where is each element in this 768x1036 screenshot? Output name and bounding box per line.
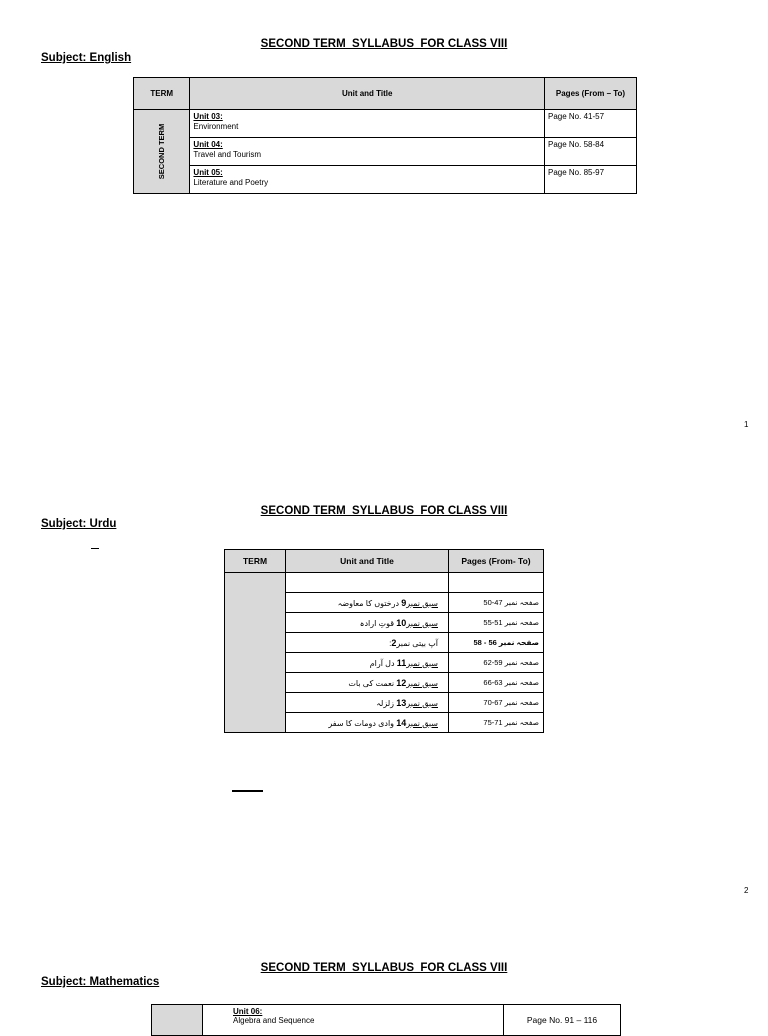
lesson-title: دل آرام <box>369 658 395 668</box>
lesson-number: 12 <box>396 677 407 688</box>
term-header: TERM <box>225 550 286 573</box>
lesson-label: سبق نمبر <box>406 618 438 628</box>
math-syllabus-table <box>151 1004 621 1036</box>
unit-cell: آپ بیتی نمبر2: <box>286 633 449 653</box>
lesson-title: نعمت کی بات <box>348 678 395 688</box>
urdu-syllabus-table <box>224 549 544 733</box>
table-row <box>225 573 544 593</box>
table-row <box>134 138 637 166</box>
subject-heading: Subject: Mathematics <box>41 976 160 988</box>
term-cell <box>134 110 190 194</box>
unit-cell <box>286 653 449 673</box>
lesson-number: 2 <box>391 637 397 648</box>
unit-title: Literature and Poetry <box>193 178 269 187</box>
lesson-label: سبق نمبر <box>406 718 438 728</box>
unit-cell <box>286 613 449 633</box>
table-header-row <box>134 78 637 110</box>
table-row <box>134 166 637 194</box>
english-syllabus-table <box>133 77 637 194</box>
dash-mark <box>91 548 99 549</box>
underline-mark <box>232 790 263 792</box>
term-cell <box>152 1005 203 1036</box>
unit-cell <box>286 593 449 613</box>
lesson-number: 11 <box>396 657 407 668</box>
page-number: 2 <box>744 886 749 895</box>
term-label: SECOND TERM <box>157 123 167 180</box>
lesson-label: سبق نمبر <box>406 698 438 708</box>
page-title: SECOND TERM SYLLABUS FOR CLASS VIII <box>260 962 508 974</box>
pages-cell <box>449 573 544 593</box>
term-header: TERM <box>134 78 190 110</box>
lesson-label: سبق نمبر <box>406 658 438 668</box>
term-cell <box>225 573 286 733</box>
pages-header: Pages (From- To) <box>449 550 544 573</box>
lesson-number: 9 <box>401 597 407 608</box>
pages-cell: Page No. 58-84 <box>545 138 637 166</box>
unit-cell <box>286 713 449 733</box>
unit-number: Unit 03: <box>193 112 223 121</box>
unit-cell <box>286 573 449 593</box>
unit-title-header: Unit and Title <box>286 550 449 573</box>
unit-number: Unit 06: <box>233 1007 263 1016</box>
lesson-label: سبق نمبر <box>406 598 438 608</box>
unit-number: Unit 04: <box>193 140 223 149</box>
pages-cell: صفحہ نمبر 63-66 <box>449 673 544 693</box>
pages-cell: صفحہ نمبر 67-70 <box>449 693 544 713</box>
pages-cell: صفحہ نمبر 47-50 <box>449 593 544 613</box>
lesson-number: 14 <box>396 717 407 728</box>
pages-cell: Page No. 91 – 116 <box>504 1005 621 1036</box>
lesson-label: سبق نمبر <box>406 678 438 688</box>
lesson-title: درختوں کا معاوضہ <box>337 598 400 608</box>
pages-cell: صفحہ نمبر 51-55 <box>449 613 544 633</box>
subject-heading: Subject: Urdu <box>41 518 117 530</box>
lesson-number: 10 <box>396 617 407 628</box>
unit-cell <box>286 693 449 713</box>
pages-cell: Page No. 85-97 <box>545 166 637 194</box>
pages-cell: Page No. 41-57 <box>545 110 637 138</box>
pages-cell: صفحہ نمبر 56 - 58 <box>449 633 544 653</box>
table-row <box>152 1005 621 1036</box>
lesson-number: 13 <box>396 697 407 708</box>
unit-title: Algebra and Sequence <box>233 1016 315 1025</box>
lesson-title: وادی دومات کا سفر <box>328 718 395 728</box>
unit-cell <box>190 138 545 166</box>
pages-header: Pages (From – To) <box>545 78 637 110</box>
table-header-row <box>225 550 544 573</box>
table-row <box>134 110 637 138</box>
page-number: 1 <box>744 420 749 429</box>
unit-title: Environment <box>193 122 239 131</box>
lesson-title: زلزلہ <box>376 698 395 708</box>
subject-heading: Subject: English <box>41 52 132 64</box>
unit-cell <box>286 673 449 693</box>
lesson-title: قوتِ ارادہ <box>359 618 395 628</box>
page-title: SECOND TERM SYLLABUS FOR CLASS VIII <box>260 38 508 50</box>
unit-title: Travel and Tourism <box>193 150 262 159</box>
page-title: SECOND TERM SYLLABUS FOR CLASS VIII <box>260 505 508 517</box>
unit-title-header: Unit and Title <box>190 78 545 110</box>
unit-number: Unit 05: <box>193 168 223 177</box>
pages-cell: صفحہ نمبر 71-75 <box>449 713 544 733</box>
unit-cell <box>190 110 545 138</box>
unit-cell <box>190 166 545 194</box>
pages-cell: صفحہ نمبر 59-62 <box>449 653 544 673</box>
lesson-label: آپ بیتی نمبر <box>396 638 438 648</box>
unit-cell <box>203 1005 504 1036</box>
